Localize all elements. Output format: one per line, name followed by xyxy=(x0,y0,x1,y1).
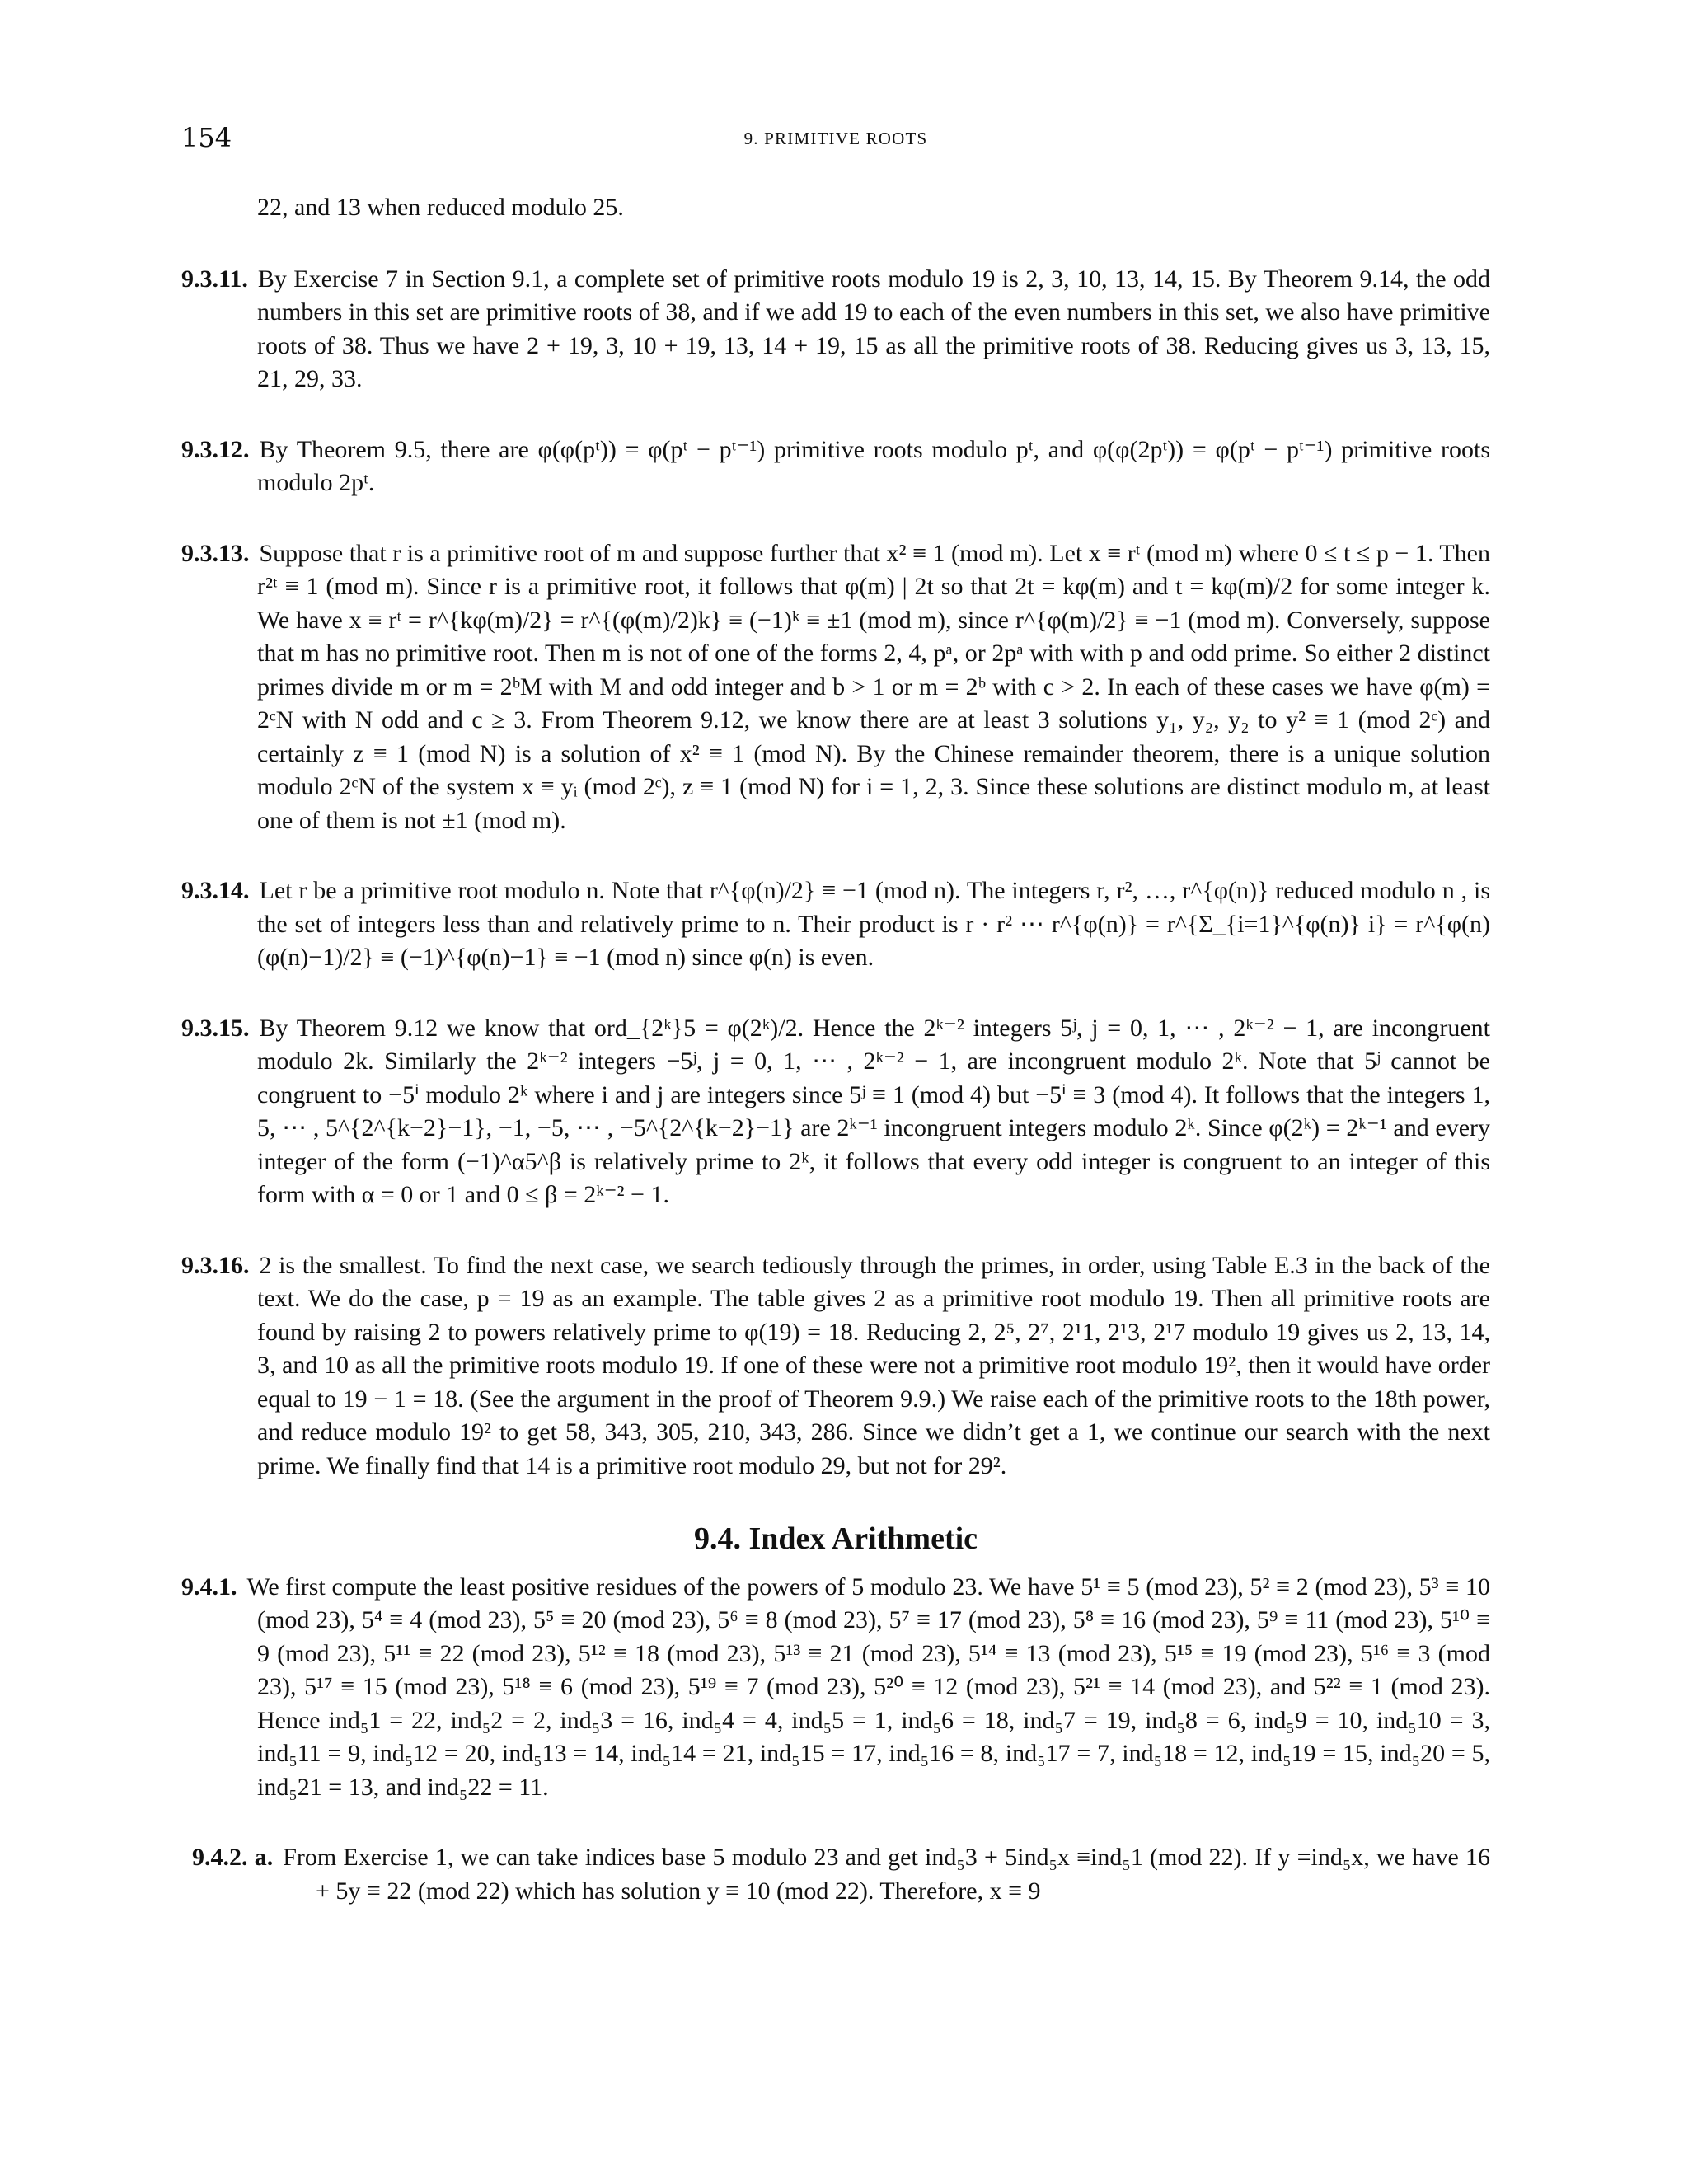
exercise-text: 2 is the smallest. To find the next case, we search tediously through the primes, in order, using Table E.3 in the back of the text. We do the case, p = 19 as an example. The table gives 2 as a primitive root modulo 19. Then all primitive roots are found by raising 2 to powers relatively prime to φ(19) = 18. Reducing 2, 2⁵, 2⁷, 2¹1, 2¹3, 2¹7 modulo 19 gives us 2, 13, 14, 3, and 10 as all the primitive roots modulo 19. If one of these were not a primitive root modulo 19², then it would have order equal to 19 − 1 = 18. (See the argument in the proof of Theorem 9.9.) We raise each of the primitive roots to the 18th power, and reduce modulo 19² to get 58, 343, 305, 210, 343, 286. Since we didn’t get a 1, we continue our search with the next prime. We finally find that 14 is a primitive root modulo 29, but not for 29². xyxy=(257,1251,1490,1479)
continuation-text: 22, and 13 when reduced modulo 25. xyxy=(257,194,624,221)
exercise-text: Suppose that r is a primitive root of m and suppose further that x² ≡ 1 (mod m). Let x ≡ rᵗ (mod m) where 0 ≤ t ≤ p − 1. Then r²ᵗ ≡ 1 (mod m). Since r is a primitive root, it follows that φ(m) | 2t so that 2t = kφ(m) and t = kφ(m)/2 for some integer k. We have x ≡ rᵗ = r^{kφ(m)/2} = r^{(φ(m)/2)k} ≡ (−1)ᵏ ≡ ±1 (mod m), since r^{φ(m)/2} ≡ −1 (mod m). Conversely, suppose that m has no primitive root. Then m is not of one of the forms 2, 4, pᵃ, or 2pᵃ with with p and odd prime. So either 2 distinct primes divide m or m = 2ᵇM with M and odd integer and b > 1 or m = 2ᵇ with c > 2. In each of these cases we have φ(m) = 2ᶜN with N odd and c ≥ 3. From Theorem 9.12, we know there are at least 3 solutions y₁, y₂, y₂ to y² ≡ 1 (mod 2ᶜ) and certainly z ≡ 1 (mod N) is a solution of x² ≡ 1 (mod N). By the Chinese remainder theorem, there is a unique solution modulo 2ᶜN of the system x ≡ yᵢ (mod 2ᶜ), z ≡ 1 (mod N) for i = 1, 2, 3. Since these solutions are distinct modulo m, at least one of them is not ±1 (mod m). xyxy=(257,539,1490,834)
exercise-number: 9.3.11. xyxy=(181,265,248,293)
exercise-text: From Exercise 1, we can take indices base 5 modulo 23 and get ind₅3 + 5ind₅x ≡ind₅1 (mod 22). If y =ind₅x, we have 16 + 5y ≡ 22 (mod 22) which has solution y ≡ 10 (mod 22). Therefore, x ≡ 9 xyxy=(283,1844,1490,1905)
exercise-text: Let r be a primitive root modulo n. Note that r^{φ(n)/2} ≡ −1 (mod n). The integers r, r², …, r^{φ(n)} reduced modulo n , is the set of integers less than and relatively prime to n. Their product is r · r² ⋯ r^{φ(n)} = r^{Σ_{i=1}^{φ(n)} i} = r^{φ(n)(φ(n)−1)/2} ≡ (−1)^{φ(n)−1} ≡ −1 (mod n) since φ(n) is even. xyxy=(257,877,1490,971)
exercise-text: We first compute the least positive residues of the powers of 5 modulo 23. We have 5¹ ≡ 5 (mod 23), 5² ≡ 2 (mod 23), 5³ ≡ 10 (mod 23), 5⁴ ≡ 4 (mod 23), 5⁵ ≡ 20 (mod 23), 5⁶ ≡ 8 (mod 23), 5⁷ ≡ 17 (mod 23), 5⁸ ≡ 16 (mod 23), 5⁹ ≡ 11 (mod 23), 5¹⁰ ≡ 9 (mod 23), 5¹¹ ≡ 22 (mod 23), 5¹² ≡ 18 (mod 23), 5¹³ ≡ 21 (mod 23), 5¹⁴ ≡ 13 (mod 23), 5¹⁵ ≡ 19 (mod 23), 5¹⁶ ≡ 3 (mod 23), 5¹⁷ ≡ 15 (mod 23), 5¹⁸ ≡ 6 (mod 23), 5¹⁹ ≡ 7 (mod 23), 5²⁰ ≡ 12 (mod 23), 5²¹ ≡ 14 (mod 23), and 5²² ≡ 1 (mod 23). Hence ind₅1 = 22, ind₅2 = 2, ind₅3 = 16, ind₅4 = 4, ind₅5 = 1, ind₅6 = 18, ind₅7 = 19, ind₅8 = 6, ind₅9 = 10, ind₅10 = 3, ind₅11 = 9, ind₅12 = 20, ind₅13 = 14, ind₅14 = 21, ind₅15 = 17, ind₅16 = 8, ind₅17 = 7, ind₅18 = 12, ind₅19 = 15, ind₅20 = 5, ind₅21 = 13, and ind₅22 = 11. xyxy=(246,1572,1490,1801)
exercise-number: 9.3.14. xyxy=(181,877,250,904)
running-header xyxy=(181,122,1490,158)
exercise-9-4-1 xyxy=(181,1571,1490,1805)
exercise-text: By Exercise 7 in Section 9.1, a complete set of primitive roots modulo 19 is 2, 3, 10, 13, 14, 15. By Theorem 9.14, the odd numbers in this set are primitive roots of 38, and if we add 19 to each of the even numbers in this set, we also have primitive roots of 38. Thus we have 2 + 19, 3, 10 + 19, 13, 14 + 19, 15 as all the primitive roots of 38. Reducing gives us 3, 13, 15, 21, 29, 33. xyxy=(257,265,1490,392)
exercise-9-3-14 xyxy=(181,874,1490,975)
section-heading: 9.4. Index Arithmetic xyxy=(693,1521,978,1556)
exercise-9-3-12 xyxy=(181,434,1490,500)
exercise-9-3-11 xyxy=(181,263,1490,396)
exercise-text: By Theorem 9.12 we know that ord_{2ᵏ}5 = φ(2ᵏ)/2. Hence the 2ᵏ⁻² integers 5ʲ, j = 0, 1, ⋯ , 2ᵏ⁻² − 1, are incongruent modulo 2k. Similarly the 2ᵏ⁻² integers −5ʲ, j = 0, 1, ⋯ , 2ᵏ⁻² − 1, are incongruent modulo 2ᵏ. Note that 5ʲ cannot be congruent to −5ⁱ modulo 2ᵏ where i and j are integers since 5ʲ ≡ 1 (mod 4) but −5ⁱ ≡ 3 (mod 4). It follows that the integers 1, 5, ⋯ , 5^{2^{k−2}−1}, −1, −5, ⋯ , −5^{2^{k−2}−1} are 2ᵏ⁻¹ incongruent integers modulo 2ᵏ. Since φ(2ᵏ) = 2ᵏ⁻¹ and every integer of the form (−1)^α5^β is relatively prime to 2ᵏ, it follows that every odd integer is congruent to an integer of this form with α = 0 or 1 and 0 ≤ β = 2ᵏ⁻² − 1. xyxy=(257,1014,1490,1208)
exercise-number: 9.3.15. xyxy=(181,1014,250,1042)
exercise-text: By Theorem 9.5, there are φ(φ(pᵗ)) = φ(pᵗ − pᵗ⁻¹) primitive roots modulo pᵗ, and φ(φ(2pᵗ)) = φ(pᵗ − pᵗ⁻¹) primitive roots modulo 2pᵗ. xyxy=(257,435,1490,496)
exercise-9-3-13 xyxy=(181,537,1490,838)
exercise-number: 9.3.13. xyxy=(181,539,250,567)
exercise-9-3-15 xyxy=(181,1012,1490,1212)
page-number: 154 xyxy=(181,122,232,153)
exercise-number: 9.3.12. xyxy=(181,435,250,463)
exercise-number: 9.3.16. xyxy=(181,1251,250,1279)
exercise-number: 9.4.1. xyxy=(181,1572,237,1601)
exercise-9-4-2-a xyxy=(181,1841,1490,1908)
exercise-9-3-16 xyxy=(181,1249,1490,1483)
exercise-number: 9.4.2. a. xyxy=(192,1844,274,1871)
running-title: 9. PRIMITIVE ROOTS xyxy=(743,129,928,148)
main-content xyxy=(181,191,1490,1945)
